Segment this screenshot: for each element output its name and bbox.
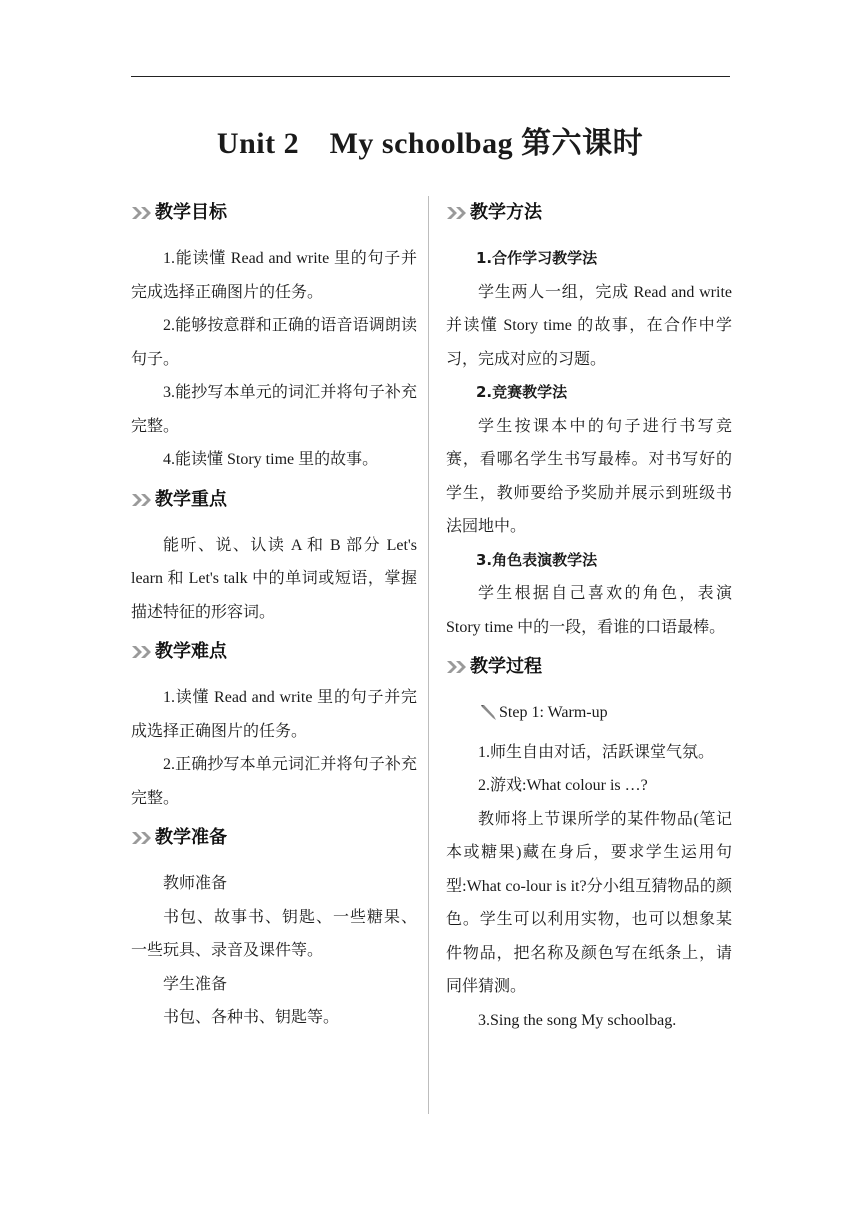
left-column xyxy=(131,198,417,1035)
double-chevron-icon xyxy=(446,660,468,674)
process-paragraph: 2.游戏:What colour is …? xyxy=(478,777,648,794)
section-heading-objectives: 教学目标 xyxy=(131,198,417,228)
objective-item: 4.能读懂 Story time 里的故事。 xyxy=(163,451,379,468)
objective-item: 1.能读懂 Read and write 里的句子并完成选择正确图片的任务。 xyxy=(131,250,417,301)
column-divider xyxy=(428,196,429,1114)
page-title: Unit 2 My schoolbag 第六课时 xyxy=(216,127,644,160)
method-text: 学生两人一组，完成 Read and write 并读懂 Story time 的故事，在合作中学习，完成对应的习题。 xyxy=(446,283,732,368)
step-heading: Step 1: Warm-up xyxy=(446,696,732,730)
process-paragraph: 3.Sing the song My schoolbag. xyxy=(478,1011,677,1029)
difficulty-item: 1.读懂 Read and write 里的句子并完成选择正确图片的任务。 xyxy=(131,689,417,740)
section-heading-methods: 教学方法 xyxy=(446,198,732,228)
process-paragraph: 1.师生自由对话，活跃课堂气氛。 xyxy=(478,743,715,761)
teacher-prep-label: 教师准备 xyxy=(163,875,228,892)
section-heading-key-points: 教学重点 xyxy=(131,485,417,515)
student-prep-label: 学生准备 xyxy=(163,975,228,993)
process-paragraph: 教师将上节课所学的某件物品(笔记本或糖果)藏在身后，要求学生运用句型:What co-lour is it?分小组互猜物品的颜色。学生可以利用实物，也可以想象某件物品，把名称及颜色写在纸条上，请同伴猜测。 xyxy=(446,810,732,995)
method-text: 学生根据自己喜欢的角色，表演 Story time 中的一段，看谁的口语最棒。 xyxy=(446,585,732,636)
method-title: 3.角色表演教学法 xyxy=(476,550,598,569)
double-chevron-icon xyxy=(131,645,153,659)
double-chevron-icon xyxy=(131,493,153,507)
right-column xyxy=(446,198,732,1037)
section-heading-preparation: 教学准备 xyxy=(131,823,417,853)
objective-item: 3.能抄写本单元的词汇并将句子补充完整。 xyxy=(131,384,417,435)
difficulty-item: 2.正确抄写本单元词汇并将句子补充完整。 xyxy=(131,756,417,807)
section-heading-process: 教学过程 xyxy=(446,652,732,682)
method-title: 2.竞赛教学法 xyxy=(476,383,568,401)
double-chevron-icon xyxy=(131,831,153,845)
method-title: 1.合作学习教学法 xyxy=(476,249,598,267)
student-prep-items: 书包、各种书、钥匙等。 xyxy=(163,1009,340,1026)
teacher-prep-items: 书包、故事书、钥匙、一些糖果、一些玩具、录音及课件等。 xyxy=(131,908,417,959)
double-chevron-icon xyxy=(446,206,468,220)
method-text: 学生按课本中的句子进行书写竞赛，看哪名学生书写最棒。对书写好的学生，教师要给予奖励并展示到班级书法园地中。 xyxy=(446,417,732,535)
double-chevron-icon xyxy=(131,206,153,220)
top-rule xyxy=(131,76,730,77)
section-heading-difficulties: 教学难点 xyxy=(131,637,417,667)
pen-icon xyxy=(480,704,498,722)
key-points-text: 能听、说、认读 A 和 B 部分 Let's learn 和 Let's talk 中的单词或短语，掌握描述特征的形容词。 xyxy=(131,536,417,621)
objective-item: 2.能够按意群和正确的语音语调朗读句子。 xyxy=(131,317,417,368)
